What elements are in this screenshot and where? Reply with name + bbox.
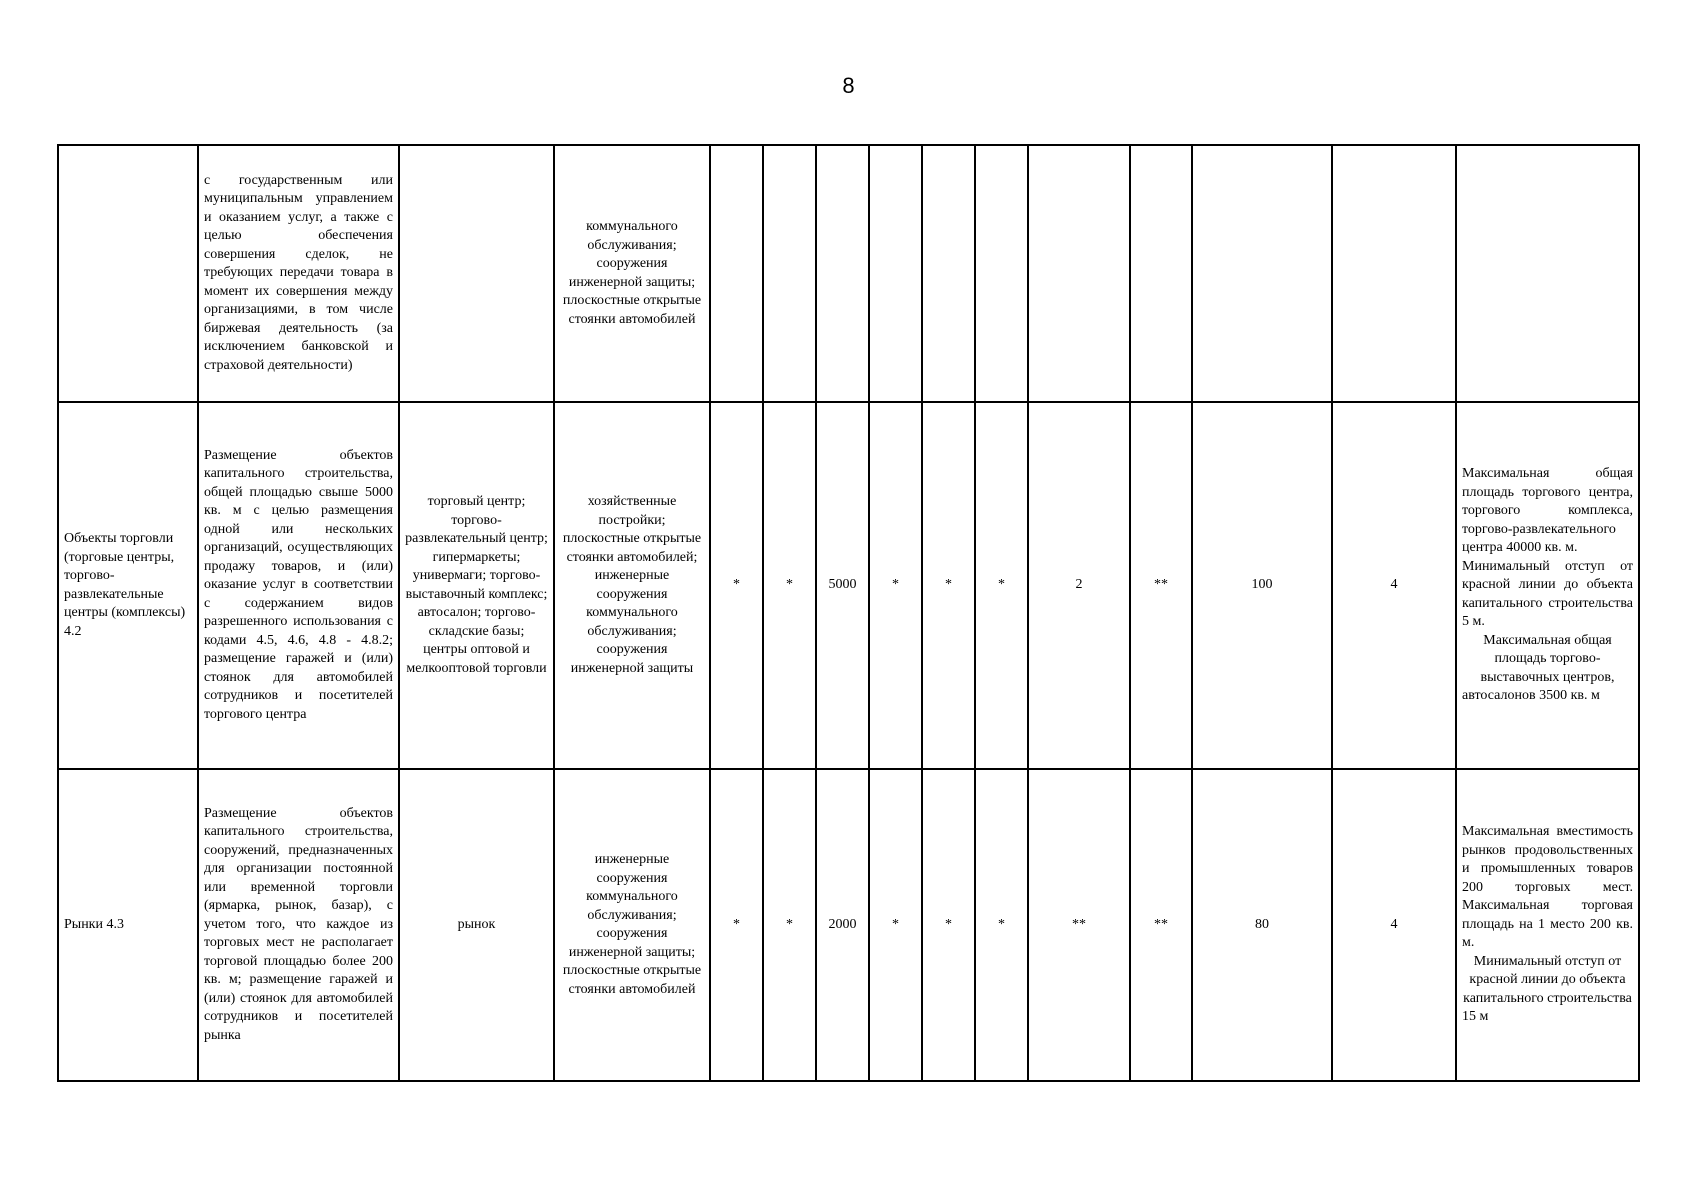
note-text: Максимальная вместимость рынков продовольственных и промышленных товаров 200 торговых мест. Максимальная торговая площадь на 1 место 200 кв. м. bbox=[1462, 824, 1633, 951]
param-cell: ** bbox=[1130, 402, 1192, 769]
param-cell: ** bbox=[1130, 769, 1192, 1081]
main-use-types: торговый центр; торгово-развлекательный центр; гипермаркеты; универмаги; торгово-выставочный комплекс; автосалон; торгово-складские базы; центры оптовой и мелкооптовой торговли bbox=[399, 402, 554, 769]
param-cell: * bbox=[710, 769, 763, 1081]
use-name: Рынки 4.3 bbox=[58, 769, 198, 1081]
use-description: с государственным или муниципальным управлением и оказанием услуг, а также с целью обеспечения совершения сделок, не требующих передачи товара в момент их совершения между организациями, в том числе биржевая деятельность (за исключением банковской и страховой деятельности) bbox=[198, 145, 399, 402]
param-cell: 100 bbox=[1192, 402, 1332, 769]
page-number: 8 bbox=[842, 73, 855, 98]
auxiliary-use-types: инженерные сооружения коммунального обслуживания; сооружения инженерной защиты; плоскостные открытые стоянки автомобилей bbox=[554, 769, 710, 1081]
land-use-table bbox=[57, 144, 1640, 1082]
note-text: Минимальный отступ от красной линии до объекта капитального строительства 15 м bbox=[1462, 953, 1632, 1025]
auxiliary-use-types: хозяйственные постройки; плоскостные открытые стоянки автомобилей; инженерные сооружения коммунального обслуживания; сооружения инженерной защиты bbox=[554, 402, 710, 769]
param-cell: * bbox=[869, 769, 922, 1081]
param-cell bbox=[1028, 145, 1130, 402]
note-text: Максимальная общая площадь торгового центра, торгового комплекса, торгово-развлекательного центра 40000 кв. м. bbox=[1462, 466, 1633, 556]
param-cell: 2 bbox=[1028, 402, 1130, 769]
notes-cell bbox=[1456, 145, 1639, 402]
param-cell: * bbox=[763, 769, 816, 1081]
main-use-types: рынок bbox=[399, 769, 554, 1081]
param-cell bbox=[1130, 145, 1192, 402]
param-cell: * bbox=[763, 402, 816, 769]
param-cell: * bbox=[922, 769, 975, 1081]
use-description: Размещение объектов капитального строительства, общей площадью свыше 5000 кв. м с целью размещения одной или нескольких организаций, осуществляющих продажу товаров, и (или) оказание услуг в соответствии с содержанием видов разрешенного использования с кодами 4.5, 4.6, 4.8 - 4.8.2; размещение гаражей и (или) стоянок для автомобилей сотрудников и посетителей торгового центра bbox=[198, 402, 399, 769]
main-use-types bbox=[399, 145, 554, 402]
param-cell bbox=[869, 145, 922, 402]
notes-cell bbox=[1456, 402, 1639, 769]
note-text: Минимальный отступ от красной линии до объекта капитального строительства 5 м. bbox=[1462, 558, 1633, 630]
param-cell: 5000 bbox=[816, 402, 869, 769]
param-cell: 4 bbox=[1332, 402, 1456, 769]
note-text: Максимальная общая площадь торгово-выставочных центров, автосалонов 3500 кв. м bbox=[1462, 632, 1615, 704]
use-name: Объекты торговли (торговые центры, торгово-развлекательные центры (комплексы) 4.2 bbox=[58, 402, 198, 769]
param-cell bbox=[763, 145, 816, 402]
param-cell bbox=[816, 145, 869, 402]
param-cell: 80 bbox=[1192, 769, 1332, 1081]
table-row bbox=[58, 402, 1639, 769]
notes-cell bbox=[1456, 769, 1639, 1081]
param-cell: 2000 bbox=[816, 769, 869, 1081]
auxiliary-use-types: коммунального обслуживания; сооружения инженерной защиты; плоскостные открытые стоянки автомобилей bbox=[554, 145, 710, 402]
param-cell: 4 bbox=[1332, 769, 1456, 1081]
table-row bbox=[58, 145, 1639, 402]
param-cell: * bbox=[869, 402, 922, 769]
param-cell: ** bbox=[1028, 769, 1130, 1081]
use-name bbox=[58, 145, 198, 402]
param-cell bbox=[1192, 145, 1332, 402]
param-cell: * bbox=[975, 402, 1028, 769]
param-cell bbox=[710, 145, 763, 402]
param-cell: * bbox=[710, 402, 763, 769]
use-description: Размещение объектов капитального строительства, сооружений, предназначенных для организации постоянной или временной торговли (ярмарка, рынок, базар), с учетом того, что каждое из торговых мест не располагает торговой площадью более 200 кв. м; размещение гаражей и (или) стоянок для автомобилей сотрудников и посетителей рынка bbox=[198, 769, 399, 1081]
param-cell: * bbox=[922, 402, 975, 769]
param-cell bbox=[922, 145, 975, 402]
table-row bbox=[58, 769, 1639, 1081]
param-cell bbox=[975, 145, 1028, 402]
param-cell: * bbox=[975, 769, 1028, 1081]
param-cell bbox=[1332, 145, 1456, 402]
